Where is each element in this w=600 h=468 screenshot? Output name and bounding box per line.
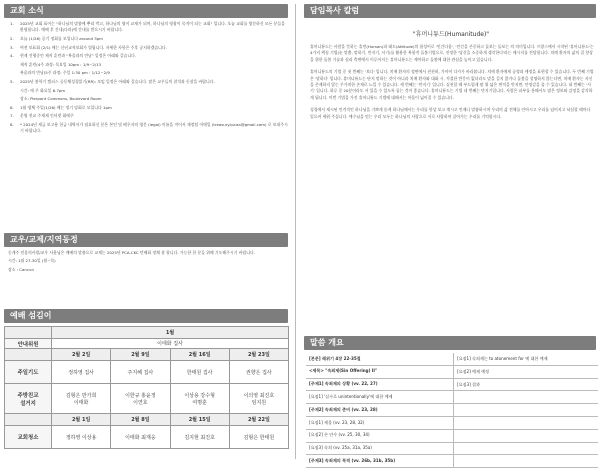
table-cell: 이태화 집사 (52, 339, 289, 349)
date-cell: 2월 15일 (170, 414, 229, 426)
column-header: 담임목사 칼럼 (304, 4, 596, 18)
column-paragraph: 성경에서 제시된 인격적인 하나님을 기쁘게 듣게 하나님께서는 우리를 항상 보고 계시고 언제나 말씀하시며 우리의 삶 전체를 안아시고 우리를 넘어지고 낙심할 때마다 일으켜 세워 주십니다. 예수님을 믿는 우리 모두는 하나님의 사랑으로 서로 사랑하며 살아가는 우리를 기억합시다. (310, 107, 591, 119)
outline-row: [요점3] 속죄 (vv. 25a, 31a, 35a) (306, 443, 598, 456)
news-item: 4. 현재 건행중인 제직 훈련과 "복음과의 만남" 일정은 아래와 같습니다. (10, 53, 137, 59)
community-paragraph: 동계주 믿음의사랑/교우 사웃님은 예배의 말씀으로 교제는 2025년 PCA-CKC 던배회 정체 참 합니다. 가능한 한 분들 위해 기도해주시기 바랍니다. (8, 250, 255, 255)
outline-row: [요점1] 제물 (vv. 23, 28, 32) (306, 417, 598, 430)
news-item: 6. 1월 생체 주일(1/26) 배는 정기 당회로 모입니다 1pm (10, 104, 112, 110)
table-cell: 권향은 집사 (229, 361, 288, 384)
row-label: 주일기도 (5, 361, 52, 384)
news-subitem: 제직 훈련(4주 과정: 목요일 10pm : 1/9~2/13 (20, 61, 102, 67)
table-row (5, 384, 289, 414)
table-cell: 주지혜 집사 (111, 361, 170, 384)
date-cell: 2월 2일 (52, 349, 111, 361)
news-subitem: 장소: Pierpont Commons, Boulevard Room (20, 96, 102, 102)
schedule-table (4, 326, 289, 449)
schedule-month-row (5, 327, 289, 339)
row-label: 교회청소 (5, 426, 52, 449)
schedule-date-row (5, 349, 289, 361)
month-label: 1월 (52, 327, 289, 339)
table-cell: 김지현 최진호 (170, 426, 229, 449)
news-item: 5. 2025년 봄학기 캠퍼스 공동체성경읽기(RR): 모임 일정은 아래와 같습니다. 많은 교우들의 참석과 동참을 바랍니다. (10, 78, 215, 84)
row-label: 안내위원 (5, 339, 52, 349)
date-cell: 2월 23일 (229, 349, 288, 361)
schedule-header: 예배 섬김이 (4, 309, 288, 323)
column-divider (295, 4, 296, 459)
date-cell: 2월 22일 (229, 414, 288, 426)
table-row (5, 339, 289, 349)
outline-row: [요점1] '실수로 unintentionally'에 대한 예제 (306, 391, 598, 404)
table-cell: 김형은 반가희 이태화 (52, 384, 111, 414)
table-cell: 이상용 강수형 여명훈 (170, 384, 229, 414)
community-text (8, 250, 288, 275)
date-cell: 2월 9일 (111, 349, 170, 361)
table-cell: 김형은 한태원 (229, 426, 288, 449)
outline-row: <제목> "속죄제(Sin Offering) II" [요점2] 예제 예정 (306, 366, 598, 379)
news-subitem: 시간: 매 주 화요일 6-7pm (20, 87, 66, 93)
sermon-header: 말씀 개요 (304, 336, 596, 350)
table-cell: 이의영 최진호 임지원 (229, 384, 288, 414)
community-place: 장소 : Cancun (8, 266, 34, 272)
table-cell: 정하영 이상용 (52, 426, 111, 449)
table-cell: 이한규 홍윤정 이연호 (111, 384, 170, 414)
news-item: 7. 운영 친교 주제제 인터넷 회에주 (10, 113, 74, 119)
news-item: 2. 오늘 (1/26) 공기 정회를 모입니다 around 3pm (10, 36, 103, 41)
left-column (0, 0, 290, 463)
column-subtitle: "휴머니튜드(Humanitude)" (412, 31, 490, 38)
right-column (302, 0, 600, 463)
schedule-date-row (5, 414, 289, 426)
outline-row: [요점2] 손 안수 (vv. 25, 30, 34) (306, 430, 598, 443)
date-cell: 2월 16일 (170, 349, 229, 361)
column-body (310, 44, 594, 122)
news-list (10, 21, 288, 137)
news-item: 3. 여전 보표회 (2/1) 에는 신년교직보회가 열립니다. 자세한 사항은 주후 공지하겠습니다. (10, 44, 167, 50)
table-row (5, 426, 289, 449)
community-header: 교우/교제/지역동정 (4, 233, 288, 247)
outline-row: [본문] 레위기 4장 22-35절 [요점1] 속죄제는 to atonement for 에 대한 예제 (306, 353, 598, 366)
table-cell: 정하영 집사 (52, 361, 111, 384)
column-paragraph: 휴머니튜드의 기법 중 첫 번째는 '보다' 입니다. 치매 환자의 정면에서 천천히, 가까이 다가가 바라봅니다. 치매 환자에게 공정과 애정을 표현할 수 있습니다. 두 번째 기법은 '말하다' 입니다. 휴머니튜드는 단지 말하는 것이 아니라 치매 환자와 대화 시, 적절한 반응이 없더라도 말을 걸지 않거나 돌봄을 설명하지 않는다면, 치매 환자는 자신을 존재하지 않는 무가치한 존재로 느낄 수 있습니다. 세 번째는 '만지기' 입니다. 실천할 때 부드럽게 팔 위 넓은 면적을 만지면, 안정감을 줄 수 있습니다. 네 번째는 '서기' 입니다. 하루 중 20분이라도 서 있을 수 있도록 돕는 것이 좋습니다. 휴머니튜드는 기법 네 번째는 만지기입니다. 사람은 피부를 통해서도 많은 정보와 감정을 감각하게 됩니다. 이번 기법을 가진 휴머니튜드 기법에 대해서는 마음이 넓어질 수 있습니다. (310, 69, 594, 100)
table-cell: 한태원 집사 (170, 361, 229, 384)
outline-row: [주제3] 속죄제의 목적 (vv. 26b, 31b, 35b) (306, 455, 598, 468)
news-subitem: 복음과의 만남(5주 과정: 주일 1:30 pm : 1/12~2/9 (20, 70, 110, 76)
outline-row: [주제2] 속죄제의 준비 (vv. 23, 28) (306, 404, 598, 417)
column-paragraph: 휴머니튜드는 사람을 뜻하는 휴먼(Human)과 태도(Attitude)의 합성어로 '인간다움', '인간을 존중하고 돌보는 돌보는 의 의미입니다. 프랑스에서 시작된 '휴머니튜드'는 4가지 핵심 기법(눈 맞춤, 말하기, 만지기, 서기)를 활용한 복합적 돌봄기법으로, 진정한 '당신을 소중하게 생각한다'라는 메시지를 전달합니다. 치매 환자의 삶의 질 향상을 위한 돌봄 기술과 심리 측면에서 이루어지는 휴머니튜드는 제어하고 돌봄에 대한 관심을 높이고 있습니다. (310, 44, 594, 62)
table-cell: 이태화 최재웅 (111, 426, 170, 449)
news-item: 8. * 2024년 세금 보고용 헌금 내역서가 필요하신 분은 본인 및 배우자의 영문 (legal) 이름을 적어서 재정팀 이메일 (treasury.lpcaa@gmail.com) 로 보내주시기 바랍니다. (10, 121, 288, 134)
date-cell: 2월 8일 (111, 414, 170, 426)
community-time: 시간: 1월 27-30일 (월~목) (8, 258, 56, 264)
outline-row: [주제1] 속죄제의 상황 (vv. 22, 27) [요점3] 결과 (306, 379, 598, 392)
news-item: 1. 2025년 교회 표어는 "하나님의 말씀에 뿌리 박고, 하나님의 영이 교제가 되며, 하나님의 영광이 목적이 되는 교회" 입니다. 오늘 교회를 방문하신 모든 분들을 환영합니다. 예배 후 간내(다과)에 간내를 받으시기 바랍니다. (10, 21, 285, 33)
date-cell: 2월 1일 (52, 414, 111, 426)
row-label: 주방친교 설거지 (5, 384, 52, 414)
sermon-outline (306, 353, 598, 468)
table-row (5, 361, 289, 384)
news-header: 교회 소식 (4, 4, 288, 18)
